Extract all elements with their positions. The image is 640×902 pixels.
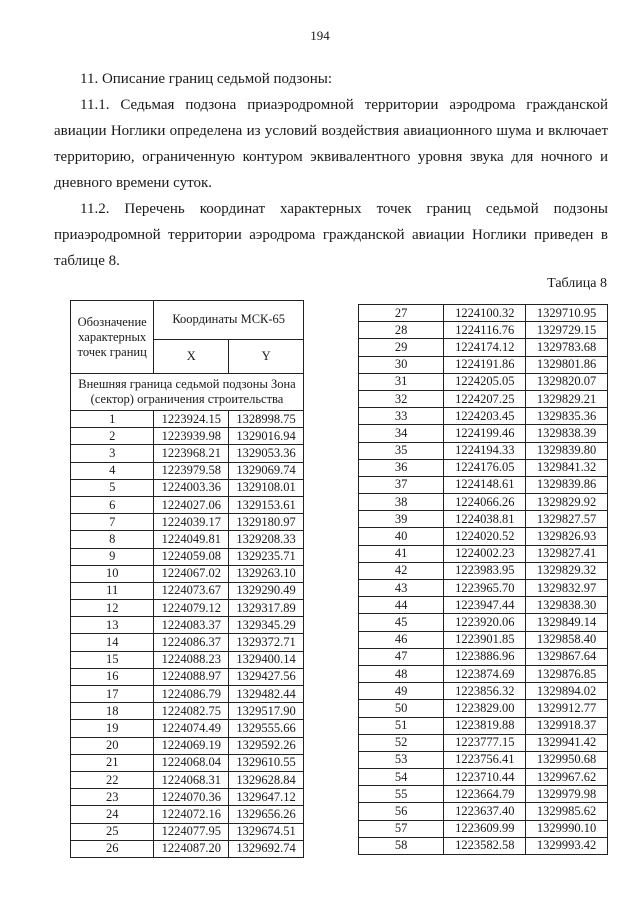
coord-y: 1329647.12 (229, 789, 304, 806)
coord-x: 1224070.36 (154, 789, 229, 806)
coord-y: 1329783.68 (526, 339, 608, 356)
coord-y: 1329918.37 (526, 717, 608, 734)
point-number: 52 (359, 734, 444, 751)
table-row (71, 514, 304, 531)
point-number: 21 (71, 754, 154, 771)
table-row (71, 479, 304, 496)
coord-x: 1223582.58 (444, 837, 526, 854)
point-number: 45 (359, 614, 444, 631)
coord-x: 1223920.06 (444, 614, 526, 631)
table-row (71, 445, 304, 462)
coord-y: 1329801.86 (526, 356, 608, 373)
coord-x: 1224002.23 (444, 545, 526, 562)
coord-x: 1223637.40 (444, 803, 526, 820)
coord-x: 1224049.81 (154, 531, 229, 548)
coord-x: 1223874.69 (444, 665, 526, 682)
coord-x: 1224068.31 (154, 771, 229, 788)
coord-x: 1223756.41 (444, 751, 526, 768)
table-row (71, 754, 304, 771)
table-row (359, 356, 608, 373)
table-row (359, 837, 608, 854)
point-number: 38 (359, 494, 444, 511)
coord-x: 1223819.88 (444, 717, 526, 734)
coord-x: 1223965.70 (444, 580, 526, 597)
table-row (71, 565, 304, 582)
point-number: 9 (71, 548, 154, 565)
point-number: 48 (359, 665, 444, 682)
table-row (359, 339, 608, 356)
coord-y: 1329692.74 (229, 840, 304, 857)
coord-x: 1223609.99 (444, 820, 526, 837)
coord-y: 1329841.32 (526, 459, 608, 476)
point-number: 4 (71, 462, 154, 479)
header-coordinates: Координаты МСК-65 (154, 301, 304, 340)
point-number: 50 (359, 700, 444, 717)
coord-y: 1329555.66 (229, 720, 304, 737)
point-number: 7 (71, 514, 154, 531)
table-row (359, 425, 608, 442)
coord-x: 1224088.23 (154, 651, 229, 668)
coord-x: 1224174.12 (444, 339, 526, 356)
coord-y: 1329829.92 (526, 494, 608, 511)
coord-y: 1329108.01 (229, 479, 304, 496)
coord-y: 1329317.89 (229, 600, 304, 617)
coord-y: 1329838.30 (526, 597, 608, 614)
coord-y: 1329674.51 (229, 823, 304, 840)
table-row (71, 634, 304, 651)
point-number: 24 (71, 806, 154, 823)
coord-x: 1224077.95 (154, 823, 229, 840)
coord-x: 1224199.46 (444, 425, 526, 442)
table-row (71, 411, 304, 428)
table-row (71, 823, 304, 840)
point-number: 26 (71, 840, 154, 857)
coord-y: 1329967.62 (526, 769, 608, 786)
coord-y: 1329372.71 (229, 634, 304, 651)
table-row (71, 686, 304, 703)
page-number: 194 (310, 28, 330, 43)
paragraph-11-2: 11.2. Перечень координат характерных точек границ седьмой подзоны приаэродромной территории аэродрома гражданской авиации Ноглики приведен в таблице 8. (54, 201, 608, 269)
point-number: 14 (71, 634, 154, 651)
table-row (359, 494, 608, 511)
coord-x: 1224083.37 (154, 617, 229, 634)
point-number: 5 (71, 479, 154, 496)
table-row (359, 528, 608, 545)
coord-x: 1224087.20 (154, 840, 229, 857)
point-number: 42 (359, 562, 444, 579)
table-row (71, 600, 304, 617)
table-row (359, 700, 608, 717)
coord-y: 1329839.80 (526, 442, 608, 459)
table-row (71, 651, 304, 668)
coord-x: 1223710.44 (444, 769, 526, 786)
point-number: 12 (71, 600, 154, 617)
zone-title: Внешняя граница седьмой подзоны Зона (сектор) ограничения строительства (71, 374, 304, 411)
coord-y: 1329482.44 (229, 686, 304, 703)
coord-x: 1223947.44 (444, 597, 526, 614)
point-number: 57 (359, 820, 444, 837)
coord-x: 1223979.58 (154, 462, 229, 479)
coord-y: 1329894.02 (526, 683, 608, 700)
table-row (359, 545, 608, 562)
coord-x: 1223856.32 (444, 683, 526, 700)
table-row (359, 803, 608, 820)
point-number: 33 (359, 408, 444, 425)
coord-y: 1329628.84 (229, 771, 304, 788)
coord-y: 1329820.07 (526, 373, 608, 390)
point-number: 53 (359, 751, 444, 768)
table-row (359, 459, 608, 476)
coord-x: 1224003.36 (154, 479, 229, 496)
coord-x: 1224069.19 (154, 737, 229, 754)
point-number: 25 (71, 823, 154, 840)
table-row (359, 322, 608, 339)
table-row (71, 720, 304, 737)
point-number: 3 (71, 445, 154, 462)
coord-x: 1224194.33 (444, 442, 526, 459)
coord-y: 1329610.55 (229, 754, 304, 771)
point-number: 51 (359, 717, 444, 734)
coord-y: 1329829.21 (526, 390, 608, 407)
coord-y: 1329208.33 (229, 531, 304, 548)
point-number: 10 (71, 565, 154, 582)
coordinates-table-left (70, 300, 304, 858)
table-row (71, 703, 304, 720)
coord-y: 1329290.49 (229, 582, 304, 599)
coord-x: 1224203.45 (444, 408, 526, 425)
table-row (71, 771, 304, 788)
coord-y: 1329053.36 (229, 445, 304, 462)
coord-x: 1224059.08 (154, 548, 229, 565)
point-number: 8 (71, 531, 154, 548)
coord-y: 1329990.10 (526, 820, 608, 837)
point-number: 27 (359, 305, 444, 322)
coord-x: 1224072.16 (154, 806, 229, 823)
table-row (71, 789, 304, 806)
coord-x: 1224086.79 (154, 686, 229, 703)
coord-y: 1329016.94 (229, 428, 304, 445)
table-row (71, 582, 304, 599)
point-number: 39 (359, 511, 444, 528)
coord-x: 1224020.52 (444, 528, 526, 545)
coord-y: 1329069.74 (229, 462, 304, 479)
point-number: 46 (359, 631, 444, 648)
header-designation: Обозначение характерных точек границ (71, 301, 154, 374)
coord-x: 1224074.49 (154, 720, 229, 737)
coord-y: 1329838.39 (526, 425, 608, 442)
table-row (359, 631, 608, 648)
table-row (359, 580, 608, 597)
coordinates-table-right (358, 304, 608, 855)
coord-y: 1329656.26 (229, 806, 304, 823)
point-number: 2 (71, 428, 154, 445)
table-row (359, 717, 608, 734)
table-row (359, 751, 608, 768)
point-number: 22 (71, 771, 154, 788)
coord-y: 1329832.97 (526, 580, 608, 597)
table-row (71, 496, 304, 513)
coord-x: 1223983.95 (444, 562, 526, 579)
table-row (71, 806, 304, 823)
coord-x: 1223664.79 (444, 786, 526, 803)
table-row (71, 531, 304, 548)
coord-x: 1224073.67 (154, 582, 229, 599)
coord-x: 1224116.76 (444, 322, 526, 339)
point-number: 56 (359, 803, 444, 820)
coord-y: 1329858.40 (526, 631, 608, 648)
coord-y: 1329592.26 (229, 737, 304, 754)
coord-x: 1224066.26 (444, 494, 526, 511)
coord-y: 1329517.90 (229, 703, 304, 720)
coord-y: 1329400.14 (229, 651, 304, 668)
coord-x: 1224068.04 (154, 754, 229, 771)
table-row (359, 614, 608, 631)
table-row (359, 511, 608, 528)
header-y: Y (229, 339, 304, 373)
point-number: 34 (359, 425, 444, 442)
coord-x: 1223829.00 (444, 700, 526, 717)
table-row (71, 548, 304, 565)
table-row (71, 668, 304, 685)
coord-y: 1329985.62 (526, 803, 608, 820)
coord-x: 1224067.02 (154, 565, 229, 582)
point-number: 19 (71, 720, 154, 737)
table-row (71, 840, 304, 857)
point-number: 37 (359, 476, 444, 493)
coord-x: 1223939.98 (154, 428, 229, 445)
table-row (359, 408, 608, 425)
coord-x: 1224082.75 (154, 703, 229, 720)
point-number: 17 (71, 686, 154, 703)
point-number: 16 (71, 668, 154, 685)
coord-x: 1224038.81 (444, 511, 526, 528)
coord-y: 1329826.93 (526, 528, 608, 545)
table-row (71, 617, 304, 634)
coord-x: 1224148.61 (444, 476, 526, 493)
coord-x: 1224039.17 (154, 514, 229, 531)
table-row (359, 597, 608, 614)
coord-y: 1329729.15 (526, 322, 608, 339)
table-row (71, 428, 304, 445)
coord-x: 1223968.21 (154, 445, 229, 462)
table-row (71, 737, 304, 754)
coord-x: 1224088.97 (154, 668, 229, 685)
point-number: 29 (359, 339, 444, 356)
coord-y: 1329849.14 (526, 614, 608, 631)
coord-y: 1329827.57 (526, 511, 608, 528)
table-row (359, 305, 608, 322)
table-row (359, 476, 608, 493)
point-number: 40 (359, 528, 444, 545)
coord-x: 1224027.06 (154, 496, 229, 513)
coord-x: 1224176.05 (444, 459, 526, 476)
table-row (71, 462, 304, 479)
point-number: 54 (359, 769, 444, 786)
coord-y: 1329427.56 (229, 668, 304, 685)
table-row (359, 373, 608, 390)
coord-y: 1329867.64 (526, 648, 608, 665)
point-number: 23 (71, 789, 154, 806)
point-number: 32 (359, 390, 444, 407)
point-number: 1 (71, 411, 154, 428)
table-row (359, 665, 608, 682)
coord-y: 1328998.75 (229, 411, 304, 428)
coord-x: 1223777.15 (444, 734, 526, 751)
coord-x: 1223901.85 (444, 631, 526, 648)
point-number: 11 (71, 582, 154, 599)
point-number: 30 (359, 356, 444, 373)
coord-y: 1329235.71 (229, 548, 304, 565)
coord-y: 1329993.42 (526, 837, 608, 854)
table-row (359, 820, 608, 837)
point-number: 31 (359, 373, 444, 390)
point-number: 43 (359, 580, 444, 597)
point-number: 55 (359, 786, 444, 803)
coord-y: 1329345.29 (229, 617, 304, 634)
point-number: 36 (359, 459, 444, 476)
coord-y: 1329710.95 (526, 305, 608, 322)
section-heading: 11. Описание границ седьмой подзоны: (80, 71, 332, 87)
header-x: X (154, 339, 229, 373)
point-number: 13 (71, 617, 154, 634)
coord-y: 1329263.10 (229, 565, 304, 582)
coord-y: 1329835.36 (526, 408, 608, 425)
coord-x: 1224207.25 (444, 390, 526, 407)
coord-y: 1329829.32 (526, 562, 608, 579)
coord-x: 1223924.15 (154, 411, 229, 428)
coord-x: 1223886.96 (444, 648, 526, 665)
coord-y: 1329950.68 (526, 751, 608, 768)
paragraph-11-1: 11.1. Седьмая подзона приаэродромной территории аэродрома гражданской авиации Ноглики определена из условий воздействия авиационного шума и включает территорию, ограниченную контуром эквивалентного уровня звука для ночного и дневного времени суток. (54, 97, 608, 191)
coord-x: 1224086.37 (154, 634, 229, 651)
coord-y: 1329839.86 (526, 476, 608, 493)
point-number: 15 (71, 651, 154, 668)
coord-x: 1224205.05 (444, 373, 526, 390)
coord-y: 1329979.98 (526, 786, 608, 803)
coord-y: 1329876.85 (526, 665, 608, 682)
coord-y: 1329912.77 (526, 700, 608, 717)
table-row (359, 390, 608, 407)
coord-x: 1224191.86 (444, 356, 526, 373)
point-number: 18 (71, 703, 154, 720)
table-row (359, 562, 608, 579)
table-row (359, 648, 608, 665)
coord-y: 1329827.41 (526, 545, 608, 562)
table-row (359, 786, 608, 803)
point-number: 44 (359, 597, 444, 614)
table-row (359, 734, 608, 751)
coord-y: 1329941.42 (526, 734, 608, 751)
coord-y: 1329153.61 (229, 496, 304, 513)
table-caption: Таблица 8 (547, 276, 607, 291)
point-number: 35 (359, 442, 444, 459)
table-row (359, 769, 608, 786)
coord-y: 1329180.97 (229, 514, 304, 531)
point-number: 41 (359, 545, 444, 562)
point-number: 49 (359, 683, 444, 700)
table-row (359, 442, 608, 459)
point-number: 6 (71, 496, 154, 513)
point-number: 58 (359, 837, 444, 854)
point-number: 47 (359, 648, 444, 665)
point-number: 28 (359, 322, 444, 339)
coord-x: 1224079.12 (154, 600, 229, 617)
point-number: 20 (71, 737, 154, 754)
table-row (359, 683, 608, 700)
coord-x: 1224100.32 (444, 305, 526, 322)
